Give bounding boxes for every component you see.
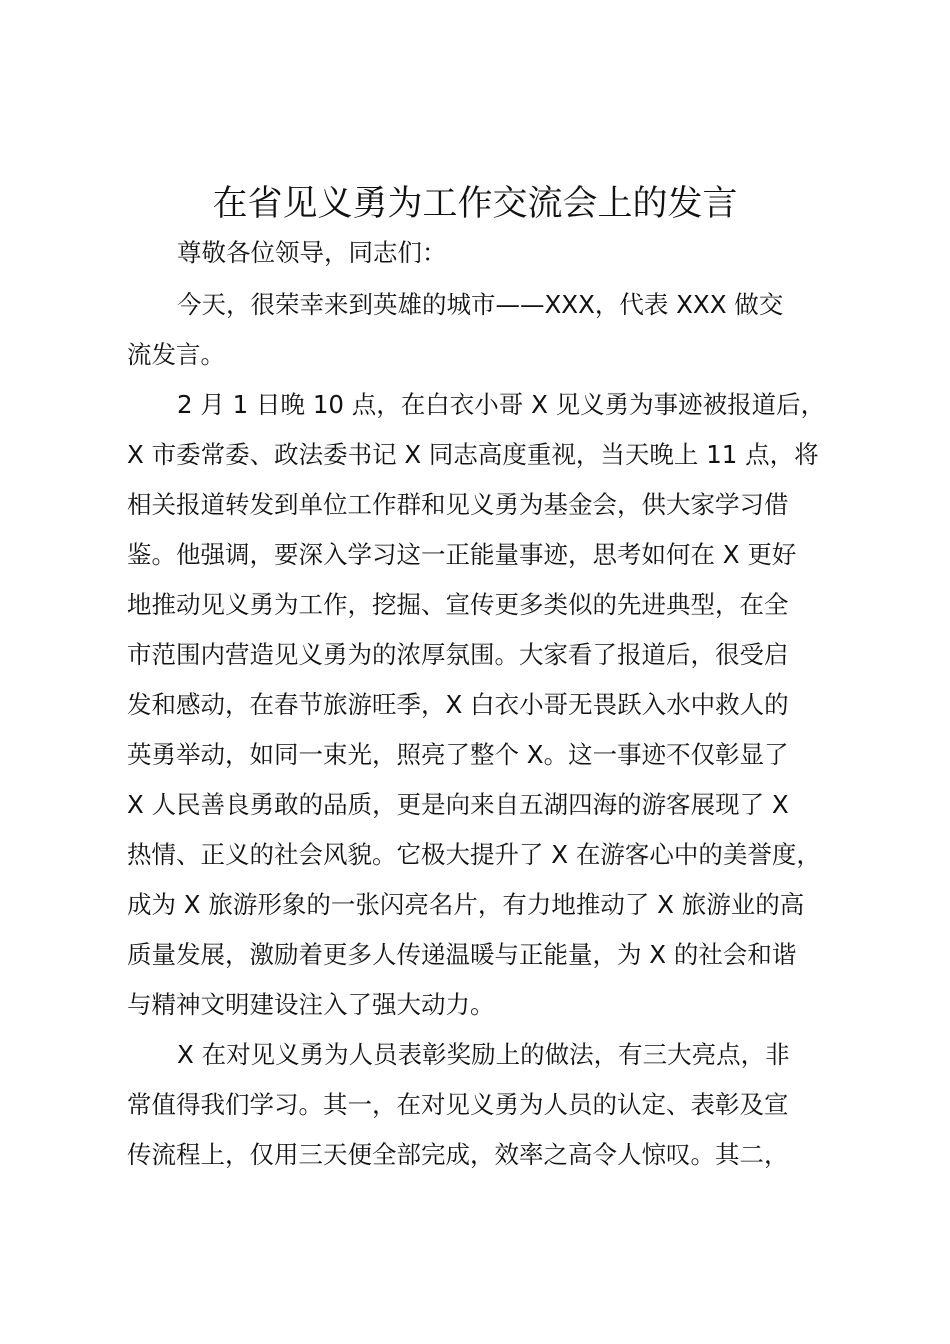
text-line: 与精神文明建设注入了强大动力。	[127, 990, 495, 1019]
text-line: 成为 X 旅游形象的一张闪亮名片，有力地推动了 X 旅游业的高	[127, 890, 805, 919]
text-line: 流发言。	[127, 340, 225, 369]
text-line: 2 月 1 日晚 10 点，在白衣小哥 X 见义勇为事迹被报道后，	[177, 390, 826, 419]
document-title: 在省见义勇为工作交流会上的发言	[212, 184, 738, 224]
text-line: 市范围内营造见义勇为的浓厚氛围。大家看了报道后，很受启	[127, 640, 789, 669]
text-line: 传流程上，仅用三天便全部完成，效率之高令人惊叹。其二，	[127, 1140, 789, 1169]
text-line: 相关报道转发到单位工作群和见义勇为基金会，供大家学习借	[127, 490, 789, 519]
text-line: X 人民善良勇敢的品质，更是向来自五湖四海的游客展现了 X	[127, 790, 789, 819]
text-line: 今天，很荣幸来到英雄的城市——XXX，代表 XXX 做交	[177, 290, 784, 319]
text-line: X 在对见义勇为人员表彰奖励上的做法，有三大亮点，非	[177, 1040, 790, 1069]
text-line: 尊敬各位领导，同志们：	[177, 238, 447, 267]
text-line: 英勇举动，如同一束光，照亮了整个 X。这一事迹不仅彰显了	[127, 740, 789, 769]
text-line: X 市委常委、政法委书记 X 同志高度重视，当天晚上 11 点，将	[127, 440, 819, 469]
text-line: 常值得我们学习。其一，在对见义勇为人员的认定、表彰及宣	[127, 1090, 789, 1119]
text-line: 鉴。他强调，要深入学习这一正能量事迹，思考如何在 X 更好	[127, 540, 797, 569]
text-line: 质量发展，激励着更多人传递温暖与正能量，为 X 的社会和谐	[127, 940, 797, 969]
text-line: 热情、正义的社会风貌。它极大提升了 X 在游客心中的美誉度，	[127, 840, 821, 869]
text-line: 地推动见义勇为工作，挖掘、宣传更多类似的先进典型，在全	[127, 590, 789, 619]
text-line: 发和感动，在春节旅游旺季，X 白衣小哥无畏跃入水中救人的	[127, 690, 789, 719]
